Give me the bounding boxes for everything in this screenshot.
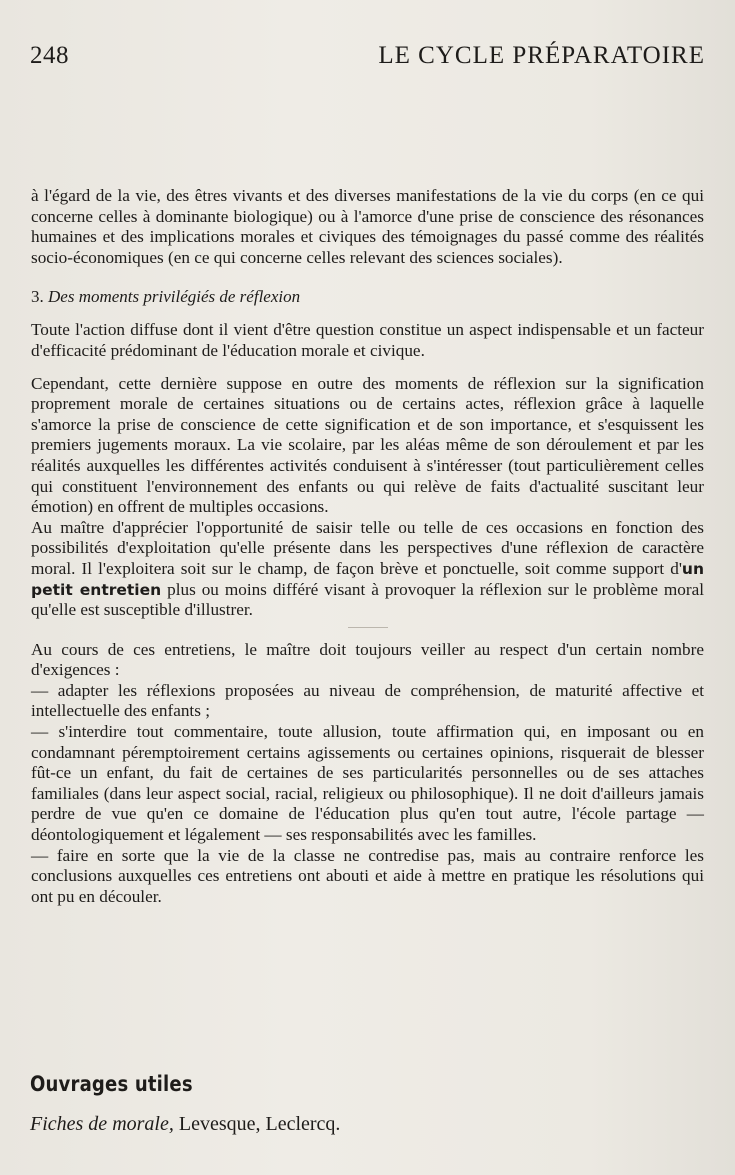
- subheading: [31, 286, 704, 308]
- reference-authors: Levesque, Leclercq.: [173, 1113, 341, 1135]
- list-item: — faire en sorte que la vie de la classe ne contredise pas, mais au contraire renforce les conclusions auxquelles ces entretiens ont abouti et aide à mettre en pratique les résolutions qui ont pu en découler.: [31, 845, 704, 906]
- section-title: Ouvrages utiles: [30, 1072, 193, 1096]
- page-number: 248: [30, 42, 69, 69]
- reference-entry: [30, 1113, 340, 1136]
- paragraph-entretiens: Au cours de ces entretiens, le maître doit toujours veiller au respect d'un certain nombre d'exigences :: [31, 639, 704, 680]
- paragraph-au-maitre: [31, 518, 704, 621]
- body-text: [31, 186, 704, 907]
- subheading-number: 3.: [31, 287, 44, 307]
- list-item: — adapter les réflexions proposées au niveau de compréhension, de maturité affective et intellectuelle des enfants ;: [31, 680, 704, 721]
- paragraph-intro: à l'égard de la vie, des êtres vivants et des diverses manifestations de la vie du corps (en ce qui concerne celles à dominante biologique) ou à l'amorce d'une prise de conscience des résonances humaines et des implications morales et civiques des témoignages du passé comme des réalités socio-économiques (en ce qui concerne celles relevant des sciences sociales).: [31, 186, 704, 267]
- paragraph-cependant: Cependant, cette dernière suppose en outre des moments de réflexion sur la signification proprement morale de certaines situations ou de certains actes, réflexion grâce à laquelle s'amorce la prise de conscience de cette signification et de son importance, et s'esquissent les premiers jugements moraux. La vie scolaire, par les aléas même de son déroulement et par les réalités auxquelles les différentes activités conduisent à s'intéresser (tout particulièrement celles qui constituent l'environnement des enfants ou qui relève de faits d'actualité suscitant leur émotion) en offrent de multiples occasions.: [31, 373, 704, 517]
- page-header: [30, 42, 705, 76]
- bold-phrase: un petit entretien: [31, 559, 704, 599]
- running-title: LE CYCLE PRÉPARATOIRE: [378, 42, 705, 69]
- paragraph-au-maitre-start: Au maître d'apprécier l'opportunité de saisir telle ou telle de ces occasions en fonction des possibilités d'exploitation qu'elle présente dans les perspectives d'une réflexion de caractère moral. Il l'exploitera soit sur le champ, de façon brève et ponctuelle, soit comme support d': [31, 517, 704, 578]
- paragraph-au-maitre-end: plus ou moins différé visant à provoquer la réflexion sur le problème moral qu'elle est susceptible d'illustrer.: [31, 579, 704, 620]
- list-item: — s'interdire tout commentaire, toute allusion, toute affirmation qui, en imposant ou en condamnant péremptoirement certains agissements ou certaines opinions, risquerait de blesser fût-ce un enfant, du fait de certaines de ses particularités personnelles ou de ses attaches familiales (dans leur aspect social, racial, religieux ou philosophique). Il ne doit d'ailleurs jamais perdre de vue qu'en ce domaine de l'éducation plus qu'en tout autre, l'école partage — déontologiquement et légalement — ses responsabilités avec les familles.: [31, 722, 704, 845]
- paragraph-action-diffuse: Toute l'action diffuse dont il vient d'être question constitue un aspect indispensable et un facteur d'efficacité prédominant de l'éducation morale et civique.: [31, 320, 704, 360]
- reference-book-title: Fiches de morale,: [30, 1113, 174, 1135]
- subheading-title: Des moments privilégiés de réflexion: [48, 287, 301, 307]
